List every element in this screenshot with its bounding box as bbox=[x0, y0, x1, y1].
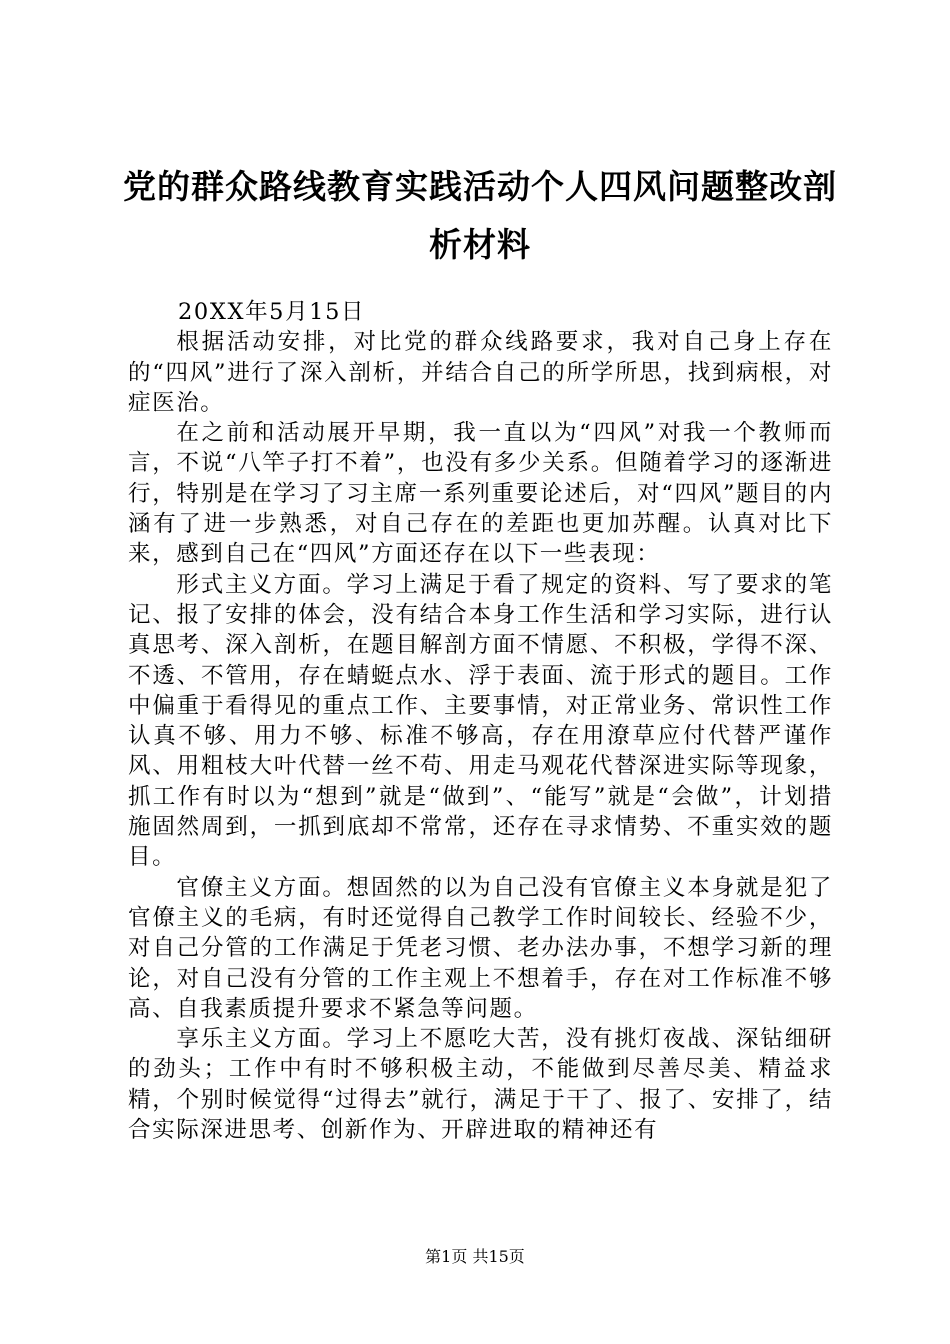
paragraph-intro: 根据活动安排，对比党的群众线路要求，我对自己身上存在的“四风”进行了深入剖析，并结合自己的所学所思，找到病根，对症医治。 bbox=[128, 329, 833, 416]
paragraph-background: 在之前和活动展开早期，我一直以为“四风”对我一个教师而言，不说“八竿子打不着”，也没有多少关系。但随着学习的逐渐进行，特别是在学习了习主席一系列重要论述后，对“四风”题目的内涵有了进一步熟悉，对自己存在的差距也更加苏醒。认真对比下来，感到自己在“四风”方面还存在以下一些表现： bbox=[128, 420, 833, 568]
document-title: 党的群众路线教育实践活动个人四风问题整改剖析材料 bbox=[123, 167, 837, 264]
document-body bbox=[128, 297, 833, 1145]
paragraph-hedonism: 享乐主义方面。学习上不愿吃大苦，没有挑灯夜战、深钻细研的劲头；工作中有时不够积极主动，不能做到尽善尽美、精益求精，个别时候觉得“过得去”就行，满足于干了、报了、安排了，结合实际深进思考、创新作为、开辟进取的精神还有 bbox=[128, 1026, 833, 1144]
document-date: 20XX年5月15日 bbox=[178, 299, 366, 325]
paragraph-bureaucracy: 官僚主义方面。想固然的以为自己没有官僚主义本身就是犯了官僚主义的毛病，有时还觉得自己教学工作时间较长、经验不少，对自己分管的工作满足于凭老习惯、老办法办事，不想学习新的理论，对自己没有分管的工作主观上不想着手，存在对工作标准不够高、自我素质提升要求不紧急等问题。 bbox=[128, 874, 833, 1022]
page-footer: 第1页 共15页 bbox=[425, 1247, 525, 1266]
paragraph-formalism: 形式主义方面。学习上满足于看了规定的资料、写了要求的笔记、报了安排的体会，没有结合本身工作生活和学习实际，进行认真思考、深入剖析，在题目解剖方面不情愿、不积极，学得不深、不透、不管用，存在蜻蜓点水、浮于表面、流于形式的题目。工作中偏重于看得见的重点工作、主要事情，对正常业务、常识性工作认真不够、用力不够、标准不够高，存在用潦草应付代替严谨作风、用粗枝大叶代替一丝不苟、用走马观花代替深进实际等现象，抓工作有时以为“想到”就是“做到”、“能写”就是“会做”，计划措施固然周到，一抓到底却不常常，还存在寻求情势、不重实效的题目。 bbox=[128, 571, 833, 871]
